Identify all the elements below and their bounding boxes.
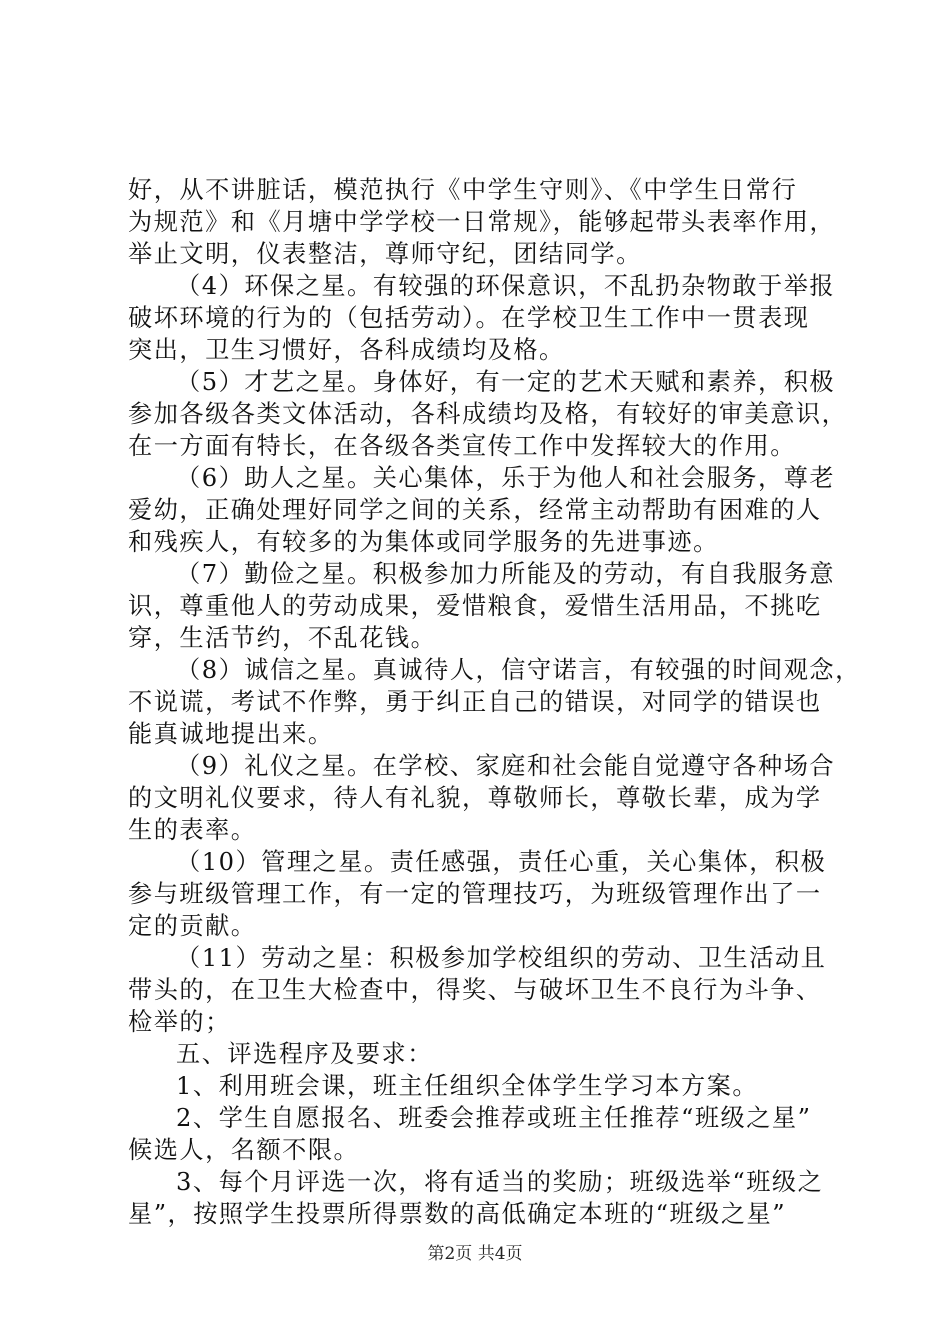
text-line: 带头的，在卫生大检查中，得奖、与破坏卫生不良行为斗争、 (128, 976, 822, 1004)
text-line: 好，从不讲脏话，模范执行《中学生守则》、《中学生日常行 (128, 176, 798, 204)
text-line: （6）助人之星。关心集体，乐于为他人和社会服务，尊老 (176, 464, 836, 492)
text-line: 为规范》和《月塘中学学校一日常规》，能够起带头表率作用， (128, 208, 836, 236)
text-line: 生的表率。 (128, 816, 257, 844)
text-line: 星”，按照学生投票所得票数的高低确定本班的“班级之星” (128, 1200, 787, 1228)
text-line: （11）劳动之星：积极参加学校组织的劳动、卫生活动且 (176, 944, 827, 972)
text-line: 不说谎，考试不作弊，勇于纠正自己的错误，对同学的错误也 (128, 688, 822, 716)
section-heading: 五、评选程序及要求： (176, 1040, 433, 1068)
text-line: 破坏环境的行为的（包括劳动）。在学校卫生工作中一贯表现 (128, 304, 810, 332)
text-line: 识，尊重他人的劳动成果，爱惜粮食，爱惜生活用品，不挑吃 (128, 592, 822, 620)
page-number-footer: 第2页 共4页 (427, 1244, 523, 1264)
text-line: （4）环保之星。有较强的环保意识，不乱扔杂物敢于举报 (176, 272, 836, 300)
text-line: 爱幼，正确处理好同学之间的关系，经常主动帮助有困难的人 (128, 496, 822, 524)
text-line: 3、每个月评选一次，将有适当的奖励；班级选举“班级之 (176, 1168, 824, 1196)
text-line: 穿，生活节约，不乱花钱。 (128, 624, 437, 652)
text-line: 定的贡献。 (128, 912, 257, 940)
text-line: （8）诚信之星。真诚待人，信守诺言，有较强的时间观念， (176, 656, 861, 684)
text-line: 检举的； (128, 1008, 231, 1036)
text-line: 能真诚地提出来。 (128, 720, 334, 748)
text-line: 1、利用班会课，班主任组织全体学生学习本方案。 (176, 1072, 759, 1100)
text-line: 和残疾人，有较多的为集体或同学服务的先进事迹。 (128, 528, 719, 556)
text-line: 举止文明，仪表整洁，尊师守纪，团结同学。 (128, 240, 642, 268)
text-line: （5）才艺之星。身体好，有一定的艺术天赋和素养，积极 (176, 368, 836, 396)
text-line: （7）勤俭之星。积极参加力所能及的劳动，有自我服务意 (176, 560, 836, 588)
text-line: 参加各级各类文体活动，各科成绩均及格，有较好的审美意识， (128, 400, 848, 428)
text-line: （10）管理之星。责任感强，责任心重，关心集体，积极 (176, 848, 827, 876)
text-line: 参与班级管理工作，有一定的管理技巧，为班级管理作出了一 (128, 880, 822, 908)
text-line: 2、学生自愿报名、班委会推荐或班主任推荐“班级之星” (176, 1104, 812, 1132)
text-line: （9）礼仪之星。在学校、家庭和社会能自觉遵守各种场合 (176, 752, 836, 780)
text-line: 在一方面有特长，在各级各类宣传工作中发挥较大的作用。 (128, 432, 796, 460)
text-line: 的文明礼仪要求，待人有礼貌，尊敬师长，尊敬长辈，成为学 (128, 784, 822, 812)
text-line: 突出，卫生习惯好，各科成绩均及格。 (128, 336, 565, 364)
text-line: 候选人，名额不限。 (128, 1136, 360, 1164)
